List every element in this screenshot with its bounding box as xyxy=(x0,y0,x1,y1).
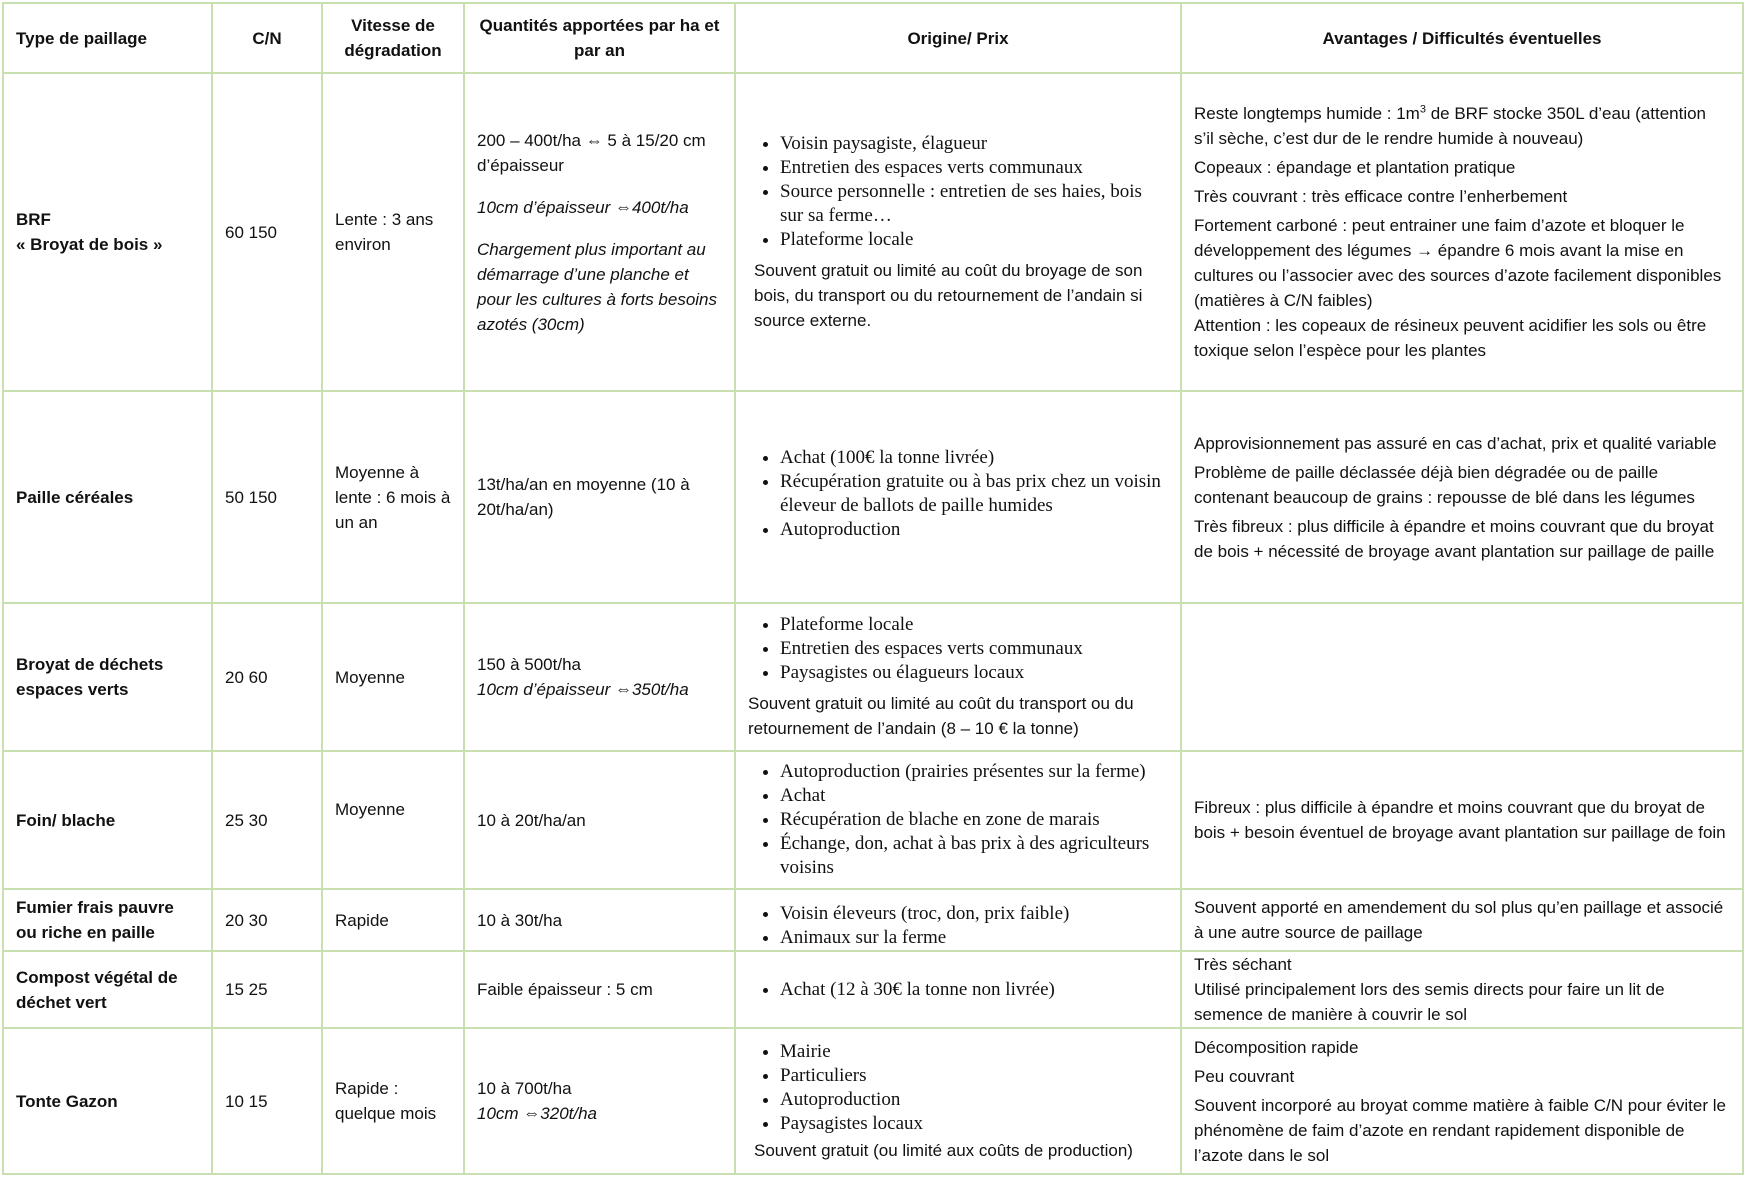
advantage-paragraph: Décomposition rapide xyxy=(1194,1037,1359,1057)
header-advantages: Avantages / Difficultés éventuelles xyxy=(1181,3,1743,73)
table-row-tonte xyxy=(3,1028,1743,1174)
cell-type: Tonte Gazon xyxy=(3,1028,212,1174)
cell-type: Foin/ blache xyxy=(3,751,212,889)
cell-cn: 50 150 xyxy=(212,391,322,603)
quantity-main: 10 à 700t/ha xyxy=(477,1079,572,1098)
cell-quantity: Faible épaisseur : 5 cm xyxy=(464,951,735,1028)
advantage-paragraph: Fortement carboné : peut entrainer une faim d’azote et bloquer le développement des légumes → épandre 6 mois avant la mise en cultures ou l’associer avec des sources d’azote facilement disponibles (matières à C/N faibles) xyxy=(1194,216,1722,310)
header-type: Type de paillage xyxy=(3,3,212,73)
origin-note: Souvent gratuit ou limité au coût du transport ou du retournement de l’andain (8 – 10 € la tonne) xyxy=(748,694,1134,738)
list-item: • Voisin paysagiste, élagueur xyxy=(780,132,1168,156)
advantage-paragraph: Très fibreux : plus difficile à épandre et moins couvrant que du broyat de bois + nécessité de broyage avant plantation sur paillage de paille xyxy=(1194,516,1715,561)
header-origin: Origine/ Prix xyxy=(735,3,1181,73)
advantage-text: Reste longtemps humide : 1m xyxy=(1194,104,1420,123)
header-quantity: Quantités apportées par ha et par an xyxy=(464,3,735,73)
advantage-paragraph: Souvent incorporé au broyat comme matière à faible C/N pour éviter le phénomène de faim d’azote en rendant rapidement disponible de l’azote dans le sol xyxy=(1194,1095,1726,1165)
advantage-paragraph: Peu couvrant xyxy=(1194,1066,1295,1086)
cell-origin xyxy=(735,951,1181,1028)
list-item: • Animaux sur la ferme xyxy=(780,926,1168,950)
advantage-paragraph: Approvisionnement pas assuré en cas d’achat, prix et qualité variable xyxy=(1194,433,1717,453)
cell-cn: 20 60 xyxy=(212,603,322,751)
type-line: Broyat de déchets xyxy=(16,655,164,674)
list-item: • Entretien des espaces verts communaux xyxy=(780,637,1168,661)
list-item: • Mairie xyxy=(780,1040,1168,1064)
advantage-paragraph: Copeaux : épandage et plantation pratique xyxy=(1194,158,1516,177)
cell-origin xyxy=(735,603,1181,751)
list-item: • Source personnelle : entretien de ses haies, bois sur sa ferme… xyxy=(780,180,1168,228)
origin-list xyxy=(748,902,1168,950)
cell-cn: 10 15 xyxy=(212,1028,322,1174)
cell-origin xyxy=(735,73,1181,391)
list-item: • Achat (100€ la tonne livrée) xyxy=(780,446,1168,470)
list-item: • Entretien des espaces verts communaux xyxy=(780,156,1168,180)
advantage-paragraph: Problème de paille déclassée déjà bien dégradée ou de paille contenant beaucoup de grains : repousse de blé dans les légumes xyxy=(1194,462,1695,507)
cell-type xyxy=(3,73,212,391)
origin-note: Souvent gratuit ou limité au coût du broyage de son bois, du transport ou du retournement de l’andain si source externe. xyxy=(754,260,1143,330)
cell-cn: 20 30 xyxy=(212,889,322,951)
list-item: • Paysagistes ou élagueurs locaux xyxy=(780,661,1168,685)
cell-advantages xyxy=(1181,73,1743,391)
origin-list xyxy=(748,760,1168,880)
origin-list xyxy=(748,613,1168,685)
table-row-dechets xyxy=(3,603,1743,751)
advantage-paragraph: Attention : les copeaux de résineux peuvent acidifier les sols ou être toxique selon l’espèce pour les plantes xyxy=(1194,316,1707,360)
list-item: • Voisin éleveurs (troc, don, prix faible) xyxy=(780,902,1168,926)
type-line: BRF xyxy=(16,210,51,229)
cell-type xyxy=(3,603,212,751)
header-speed: Vitesse de dégradation xyxy=(322,3,464,73)
cell-type xyxy=(3,889,212,951)
list-item: • Autoproduction xyxy=(780,1088,1168,1112)
cell-quantity xyxy=(464,1028,735,1174)
cell-advantages xyxy=(1181,1028,1743,1174)
cell-advantages xyxy=(1181,603,1743,751)
advantage-text: de BRF stocke 350L d’eau (attention s’il sèche, c’est dur de le rendre humide à nouveau) xyxy=(1194,104,1707,148)
list-item: • Récupération gratuite ou à bas prix chez un voisin éleveur de ballots de paille humides xyxy=(780,470,1168,518)
list-item: • Particuliers xyxy=(780,1064,1168,1088)
cell-advantages xyxy=(1181,391,1743,603)
superscript: 3 xyxy=(1419,103,1426,116)
cell-cn: 15 25 xyxy=(212,951,322,1028)
list-item: • Plateforme locale xyxy=(780,613,1168,637)
type-line: « Broyat de bois » xyxy=(16,235,163,254)
cell-origin xyxy=(735,889,1181,951)
cell-quantity: 10 à 30t/ha xyxy=(464,889,735,951)
quantity-main: 150 à 500t/ha xyxy=(477,655,581,674)
quantity-main: 200 – 400t/ha ⇔ 5 à 15/20 cm d’épaisseur xyxy=(477,130,706,175)
cell-advantages xyxy=(1181,951,1743,1028)
list-item: • Plateforme locale xyxy=(780,228,1168,252)
advantage-paragraph: Utilisé principalement lors des semis directs pour faire un lit de semence de manière à couvrir le sol xyxy=(1194,980,1665,1024)
quantity-italic: 10cm d’épaisseur ⇔400t/ha xyxy=(477,197,689,217)
cell-origin xyxy=(735,1028,1181,1174)
type-line: Fumier frais pauvre xyxy=(16,898,174,917)
cell-cn: 25 30 xyxy=(212,751,322,889)
origin-list xyxy=(748,978,1168,1002)
header-row xyxy=(3,3,1743,73)
paillage-table xyxy=(2,2,1744,1175)
header-cn: C/N xyxy=(212,3,322,73)
cell-speed: Moyenne xyxy=(322,751,464,889)
list-item: • Récupération de blache en zone de marais xyxy=(780,808,1168,832)
cell-type xyxy=(3,951,212,1028)
cell-speed: Rapide : quelque mois xyxy=(322,1028,464,1174)
cell-speed: Rapide xyxy=(322,889,464,951)
paillage-table-sheet xyxy=(2,2,1744,1176)
cell-quantity: 13t/ha/an en moyenne (10 à 20t/ha/an) xyxy=(464,391,735,603)
cell-advantages: Fibreux : plus difficile à épandre et moins couvrant que du broyat de bois + besoin éventuel de broyage avant plantation sur paillage de foin xyxy=(1181,751,1743,889)
cell-origin xyxy=(735,751,1181,889)
advantage-paragraph: Très couvrant : très efficace contre l’enherbement xyxy=(1194,187,1568,206)
cell-quantity xyxy=(464,73,735,391)
type-line: espaces verts xyxy=(16,680,129,699)
cell-quantity: 10 à 20t/ha/an xyxy=(464,751,735,889)
list-item: • Autoproduction xyxy=(780,518,1168,542)
cell-type: Paille céréales xyxy=(3,391,212,603)
table-row-foin xyxy=(3,751,1743,889)
list-item: • Achat (12 à 30€ la tonne non livrée) xyxy=(780,978,1168,1002)
quantity-note: Chargement plus important au démarrage d’une planche et pour les cultures à forts besoins azotés (30cm) xyxy=(477,239,718,334)
list-item: • Paysagistes locaux xyxy=(780,1112,1168,1136)
cell-speed: Lente : 3 ans environ xyxy=(322,73,464,391)
table-row-fumier xyxy=(3,889,1743,951)
cell-quantity xyxy=(464,603,735,751)
table-row-brf xyxy=(3,73,1743,391)
origin-list xyxy=(748,1040,1168,1136)
cell-speed: Moyenne xyxy=(322,603,464,751)
advantage-paragraph: Très séchant xyxy=(1194,955,1292,974)
origin-note: Souvent gratuit (ou limité aux coûts de production) xyxy=(754,1140,1133,1160)
cell-cn: 60 150 xyxy=(212,73,322,391)
cell-origin xyxy=(735,391,1181,603)
list-item: • Autoproduction (prairies présentes sur la ferme) xyxy=(780,760,1168,784)
origin-list xyxy=(748,132,1168,252)
table-row-compost xyxy=(3,951,1743,1028)
type-line: ou riche en paille xyxy=(16,923,155,942)
advantage-paragraph xyxy=(1194,101,1730,151)
list-item: • Achat xyxy=(780,784,1168,808)
cell-advantages: Souvent apporté en amendement du sol plus qu’en paillage et associé à une autre source de paillage xyxy=(1181,889,1743,951)
cell-speed xyxy=(322,951,464,1028)
type-line: déchet vert xyxy=(16,992,107,1012)
quantity-italic: 10cm d’épaisseur ⇔350t/ha xyxy=(477,680,689,699)
list-item: • Échange, don, achat à bas prix à des agriculteurs voisins xyxy=(780,832,1168,880)
type-line: Compost végétal de xyxy=(16,967,178,987)
quantity-italic: 10cm ⇔320t/ha xyxy=(477,1104,598,1123)
origin-list xyxy=(748,446,1168,542)
cell-speed: Moyenne à lente : 6 mois à un an xyxy=(322,391,464,603)
table-row-paille xyxy=(3,391,1743,603)
